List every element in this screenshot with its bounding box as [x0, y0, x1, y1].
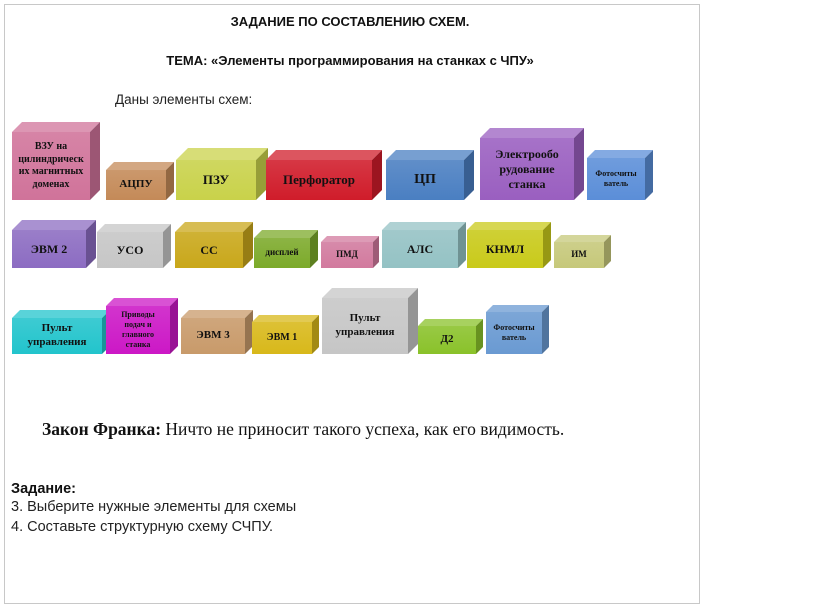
block-top-face: [252, 315, 319, 322]
block-label: Приводы подач и главного станка: [106, 306, 170, 354]
block-top-face: [587, 150, 653, 158]
element-block-perforator: [266, 150, 382, 200]
block-label: АЛС: [382, 230, 458, 268]
block-top-face: [12, 310, 110, 318]
block-top-face: [97, 224, 171, 232]
element-block-electro: [480, 128, 584, 200]
element-block-knml: [467, 222, 551, 268]
block-label: ЭВМ 3: [181, 318, 245, 354]
block-side-face: [90, 122, 100, 200]
element-block-vzu: [12, 122, 100, 200]
block-side-face: [542, 305, 549, 354]
element-block-evm2: [12, 220, 96, 268]
block-top-face: [106, 162, 174, 170]
element-block-pmd: [321, 236, 379, 268]
block-top-face: [382, 222, 466, 230]
block-label: Д2: [418, 326, 476, 354]
block-label: ЭВМ 1: [252, 322, 312, 354]
block-label: Перфоратор: [266, 160, 372, 200]
block-top-face: [322, 288, 418, 298]
block-top-face: [418, 319, 483, 326]
block-top-face: [12, 122, 100, 132]
element-block-d2: [418, 319, 483, 354]
frank-law-title: Закон Франка:: [42, 419, 162, 439]
element-block-im: [554, 235, 611, 268]
block-side-face: [543, 222, 551, 268]
frank-law-text: Ничто не приносит такого успеха, как его видимость.: [161, 419, 565, 439]
block-side-face: [458, 222, 466, 268]
element-block-cp: [386, 150, 474, 200]
document-theme: ТЕМА: «Элементы программирования на станках с ЧПУ»: [166, 53, 534, 68]
element-block-ss: [175, 222, 253, 268]
block-label: УСО: [97, 232, 163, 268]
block-top-face: [467, 222, 551, 230]
block-top-face: [12, 220, 96, 230]
element-block-evm3: [181, 310, 253, 354]
block-top-face: [106, 298, 178, 306]
block-side-face: [574, 128, 584, 200]
block-label: ПМД: [321, 242, 373, 268]
block-label: ПЗУ: [176, 160, 256, 200]
block-label: АЦПУ: [106, 170, 166, 200]
block-label: СС: [175, 232, 243, 268]
frank-law: [42, 419, 564, 440]
element-block-photo1: [587, 150, 653, 200]
block-side-face: [170, 298, 178, 354]
block-label: Фотосчиты ватель: [587, 158, 645, 200]
block-top-face: [266, 150, 382, 160]
block-top-face: [486, 305, 549, 312]
block-top-face: [386, 150, 474, 160]
element-block-evm1: [252, 315, 319, 354]
block-label: КНМЛ: [467, 230, 543, 268]
block-top-face: [175, 222, 253, 232]
element-block-pult1: [12, 310, 110, 354]
block-top-face: [181, 310, 253, 318]
block-label: Пульт управления: [322, 298, 408, 354]
block-label: Фотосчиты ватель: [486, 312, 542, 354]
element-block-als: [382, 222, 466, 268]
given-elements-label: Даны элементы схем:: [115, 92, 253, 107]
task-heading: Задание:: [11, 481, 76, 497]
block-top-face: [554, 235, 611, 242]
document-title: ЗАДАНИЕ ПО СОСТАВЛЕНИЮ СХЕМ.: [230, 14, 470, 29]
block-top-face: [176, 148, 268, 160]
block-label: Электрообо рудование станка: [480, 138, 574, 200]
block-top-face: [480, 128, 584, 138]
block-label: ЦП: [386, 160, 464, 200]
block-top-face: [254, 230, 318, 238]
element-block-uso: [97, 224, 171, 268]
block-label: ЭВМ 2: [12, 230, 86, 268]
block-side-face: [645, 150, 653, 200]
block-label: Пульт управления: [12, 318, 102, 354]
block-label: ВЗУ на цилиндрическ их магнитных доменах: [12, 132, 90, 200]
task-item-3: 3. Выберите нужные элементы для схемы: [11, 499, 297, 515]
element-block-acpu: [106, 162, 174, 200]
element-block-pult2: [322, 288, 418, 354]
element-block-pzu: [176, 148, 268, 200]
block-side-face: [408, 288, 418, 354]
block-label: ИМ: [554, 242, 604, 268]
element-block-privody: [106, 298, 178, 354]
element-block-photo2: [486, 305, 549, 354]
block-label: дисплей: [254, 238, 310, 268]
element-block-display: [254, 230, 318, 268]
task-item-4: 4. Составьте структурную схему СЧПУ.: [11, 519, 274, 535]
